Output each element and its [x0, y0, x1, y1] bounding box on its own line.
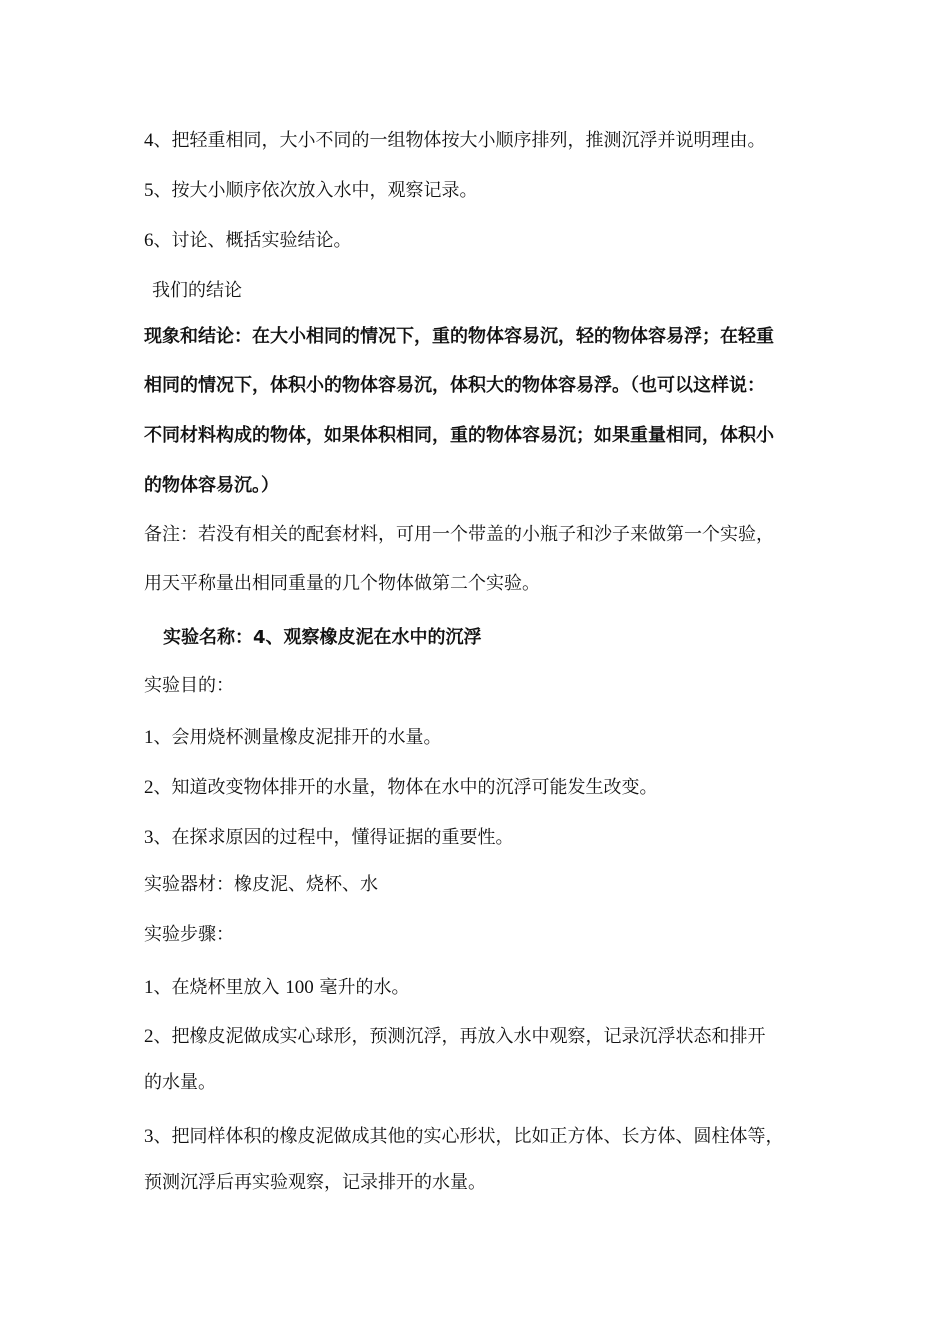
step-4: [144, 128, 824, 154]
purpose-1: [144, 725, 824, 751]
step-text: 、把同样体积的橡皮泥做成其他的实心形状，比如正方体、长方体、圆柱体等，: [153, 1126, 784, 1147]
step-number: 1: [144, 977, 154, 998]
step-text: 、按大小顺序依次放入水中，观察记录。: [153, 180, 478, 201]
our-conclusion-heading: 我们的结论: [152, 280, 242, 301]
procedure-step-2-cont: 的水量。: [144, 1072, 216, 1093]
procedure-step-3-cont: 预测沉浮后再实验观察，记录排开的水量。: [144, 1172, 486, 1193]
step-number: 3: [144, 1126, 154, 1147]
purpose-number: 1: [144, 727, 154, 748]
step-amount: 100: [285, 977, 314, 998]
procedure-step-2: [144, 1024, 824, 1050]
step-text: 毫升的水。: [313, 977, 410, 998]
note-line: 用天平称量出相同重量的几个物体做第二个实验。: [144, 573, 540, 594]
purpose-3: [144, 825, 824, 851]
conclusion-line: 不同材料构成的物体，如果体积相同，重的物体容易沉；如果重量相同，体积小: [144, 425, 774, 446]
step-number: 5: [144, 180, 154, 201]
step-text: 、把轻重相同，大小不同的一组物体按大小顺序排列，推测沉浮并说明理由。: [153, 130, 766, 151]
conclusion-line: 现象和结论：在大小相同的情况下，重的物体容易沉，轻的物体容易浮；在轻重: [144, 326, 774, 347]
conclusion-line: 相同的情况下，体积小的物体容易沉，体积大的物体容易浮。（也可以这样说：: [144, 375, 765, 396]
steps-label: 实验步骤：: [144, 924, 234, 945]
step-text: 、在烧杯里放入: [153, 977, 286, 998]
step-6: [144, 228, 824, 254]
materials: 实验器材：橡皮泥、烧杯、水: [144, 874, 378, 895]
step-text: 、讨论、概括实验结论。: [153, 230, 352, 251]
step-number: 4: [144, 130, 154, 151]
purpose-text: 、知道改变物体排开的水量，物体在水中的沉浮可能发生改变。: [153, 777, 658, 798]
procedure-step-1: [144, 975, 824, 1001]
purpose-number: 2: [144, 777, 154, 798]
purpose-text: 、在探求原因的过程中，懂得证据的重要性。: [153, 827, 514, 848]
conclusion-line: 的物体容易沉。）: [144, 475, 279, 496]
experiment-name-number: 4: [253, 627, 266, 648]
step-number: 2: [144, 1026, 154, 1047]
step-5: [144, 178, 824, 204]
experiment-name-text: 、观察橡皮泥在水中的沉浮: [265, 627, 482, 648]
purpose-2: [144, 775, 824, 801]
note-line: 备注：若没有相关的配套材料，可用一个带盖的小瓶子和沙子来做第一个实验，: [144, 524, 774, 545]
purpose-text: 、会用烧杯测量橡皮泥排开的水量。: [153, 727, 442, 748]
experiment-name-prefix: 实验名称：: [163, 627, 253, 648]
procedure-step-3: [144, 1124, 824, 1150]
purpose-number: 3: [144, 827, 154, 848]
experiment-name: [163, 625, 843, 651]
purpose-label: 实验目的：: [144, 675, 234, 696]
step-text: 、把橡皮泥做成实心球形，预测沉浮，再放入水中观察，记录沉浮状态和排开: [153, 1026, 766, 1047]
step-number: 6: [144, 230, 154, 251]
